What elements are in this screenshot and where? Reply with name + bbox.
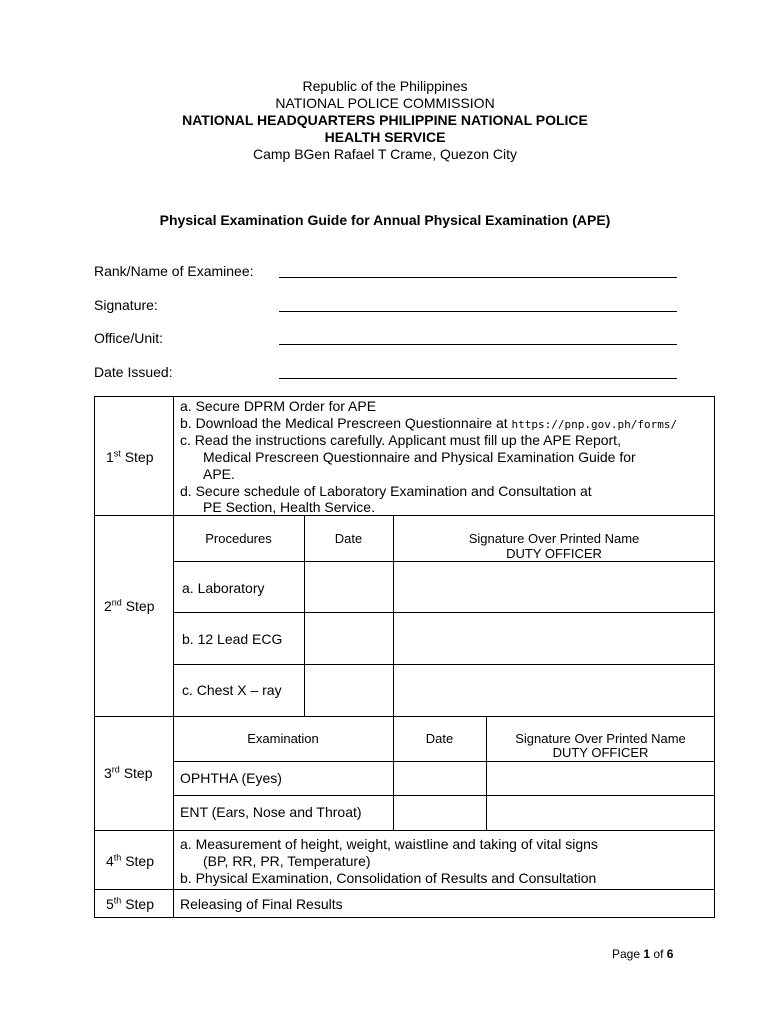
procedure-ecg: b. 12 Lead ECG bbox=[182, 631, 283, 647]
row-divider bbox=[94, 889, 715, 890]
row-divider bbox=[173, 612, 715, 613]
row-divider bbox=[173, 664, 715, 665]
date-issued-field[interactable] bbox=[279, 378, 677, 379]
procedure-laboratory: a. Laboratory bbox=[182, 580, 265, 596]
row-divider bbox=[94, 830, 715, 831]
date-issued-label: Date Issued: bbox=[94, 364, 173, 380]
step-1-item-c-cont: APE. bbox=[203, 466, 235, 482]
header-napolcom: NATIONAL POLICE COMMISSION bbox=[275, 95, 495, 111]
exam-ent: ENT (Ears, Nose and Throat) bbox=[180, 804, 362, 820]
office-unit-field[interactable] bbox=[279, 344, 677, 345]
row-divider bbox=[173, 761, 715, 762]
step-1-item-b: b. Download the Medical Prescreen Questionnaire at https://pnp.gov.ph/forms/ bbox=[180, 415, 678, 431]
row-divider bbox=[94, 515, 715, 516]
signature-header: Signature Over Printed Name bbox=[515, 731, 686, 746]
office-unit-label: Office/Unit: bbox=[94, 330, 163, 346]
step-4-label: 4th Step bbox=[106, 852, 155, 869]
duty-officer-header: DUTY OFFICER bbox=[506, 546, 602, 561]
step-4-item-b: b. Physical Examination, Consolidation of Results and Consultation bbox=[180, 870, 597, 886]
step-4-item-a: a. Measurement of height, weight, waistline and taking of vital signs bbox=[180, 836, 598, 852]
header-address: Camp BGen Rafael T Crame, Quezon City bbox=[252, 146, 518, 162]
examination-header: Examination bbox=[247, 731, 319, 746]
step-2-label: 2nd Step bbox=[104, 597, 155, 614]
step-5-label: 5th Step bbox=[106, 895, 155, 912]
step-5-text: Releasing of Final Results bbox=[180, 896, 343, 912]
step-1-item-a: a. Secure DPRM Order for APE bbox=[180, 398, 377, 414]
signature-field[interactable] bbox=[279, 311, 677, 312]
row-divider bbox=[173, 561, 715, 562]
step-1-item-d: d. Secure schedule of Laboratory Examination and Consultation at bbox=[180, 483, 592, 499]
step-1-label: 1st Step bbox=[106, 448, 154, 465]
header-health-service: HEALTH SERVICE bbox=[324, 129, 446, 145]
exam-ophtha: OPHTHA (Eyes) bbox=[180, 770, 282, 786]
step-4-item-a-cont: (BP, RR, PR, Temperature) bbox=[203, 853, 371, 869]
duty-officer-header: DUTY OFFICER bbox=[552, 745, 649, 760]
procedures-header: Procedures bbox=[205, 531, 272, 546]
signature-header: Signature Over Printed Name bbox=[468, 531, 640, 546]
page-number: Page 1 of 6 bbox=[612, 947, 674, 961]
date-header: Date bbox=[425, 731, 454, 746]
date-header: Date bbox=[334, 531, 363, 546]
procedure-chest-xray: c. Chest X – ray bbox=[182, 682, 282, 698]
row-divider bbox=[94, 716, 715, 717]
document-title: Physical Examination Guide for Annual Physical Examination (APE) bbox=[159, 212, 611, 228]
header-nhq-pnp: NATIONAL HEADQUARTERS PHILIPPINE NATIONAL POLICE bbox=[182, 112, 588, 128]
step-1-item-c: c. Read the instructions carefully. Applicant must fill up the APE Report, bbox=[180, 432, 621, 448]
row-divider bbox=[173, 795, 715, 796]
header-republic: Republic of the Philippines bbox=[302, 78, 468, 94]
rank-name-label: Rank/Name of Examinee: bbox=[94, 263, 254, 279]
signature-label: Signature: bbox=[94, 297, 158, 313]
step-1-item-c-cont: Medical Prescreen Questionnaire and Physical Examination Guide for bbox=[203, 449, 636, 465]
step-1-item-d-cont: PE Section, Health Service. bbox=[203, 499, 375, 515]
rank-name-field[interactable] bbox=[279, 277, 677, 278]
step-column-divider bbox=[173, 396, 174, 918]
forms-link[interactable]: https://pnp.gov.ph/forms/ bbox=[511, 418, 678, 431]
step-3-label: 3rd Step bbox=[104, 764, 153, 781]
